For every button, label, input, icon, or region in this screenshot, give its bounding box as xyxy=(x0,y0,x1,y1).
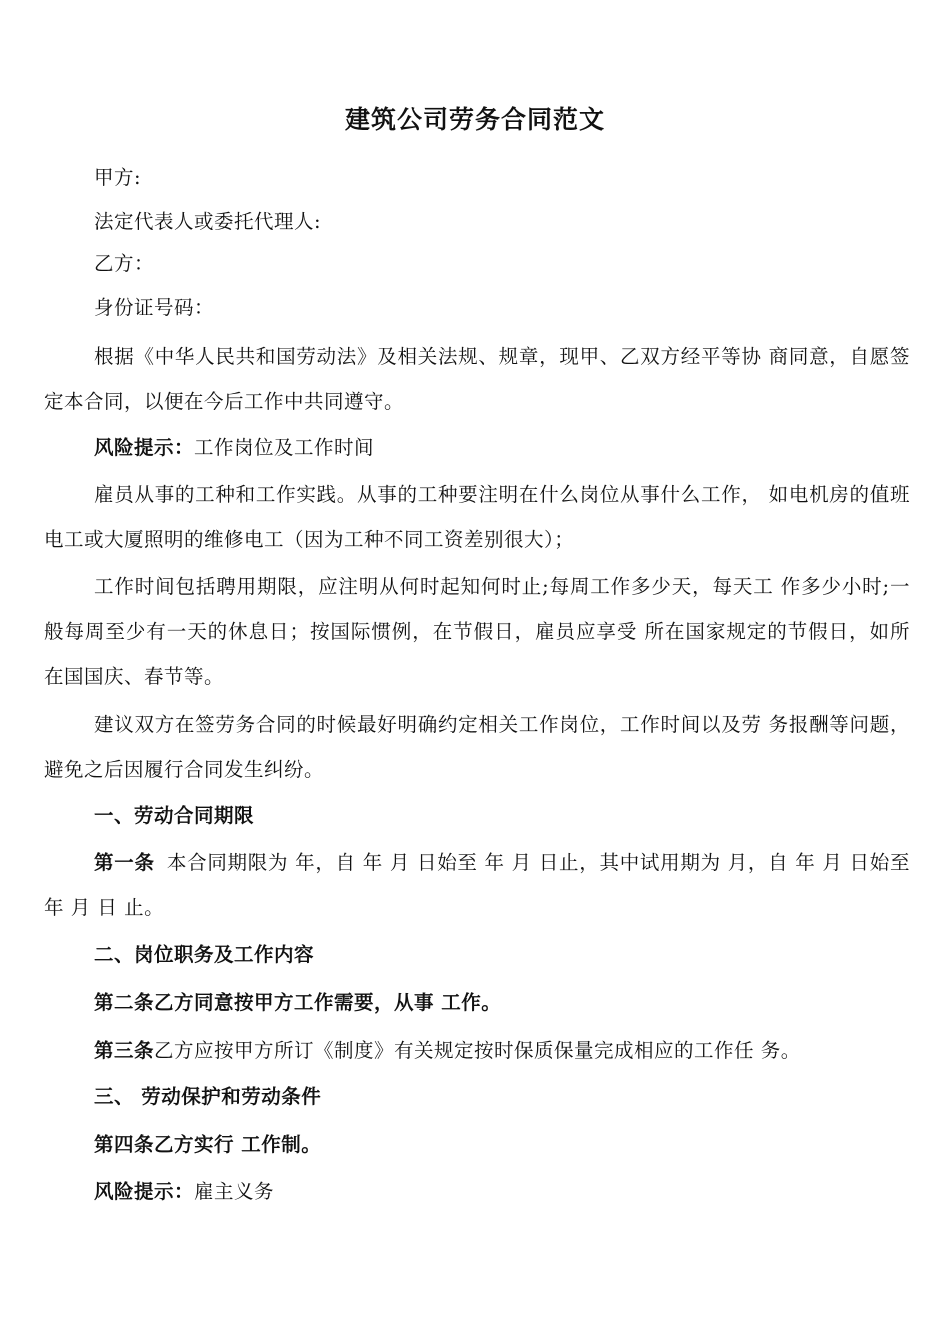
section-heading-1: 一、劳动合同期限 xyxy=(94,804,255,827)
article-1-label: 第一条 xyxy=(94,851,155,874)
id-number-line: 身份证号码： xyxy=(94,296,215,319)
article-2: 第二条乙方同意按甲方工作需要，从事 工作。 xyxy=(94,991,502,1014)
section-heading-3: 三、 劳动保护和劳动条件 xyxy=(94,1085,322,1108)
risk-note-2 xyxy=(44,1169,910,1214)
risk-note-label: 风险提示： xyxy=(94,1180,195,1203)
article-3-label: 第三条 xyxy=(94,1039,155,1062)
article-3 xyxy=(44,1028,910,1073)
risk-note-text: 工作岗位及工作时间 xyxy=(194,436,375,459)
risk-note-text: 雇主义务 xyxy=(194,1180,275,1203)
job-type-paragraph: 雇员从事的工种和工作实践。从事的工种要注明在什么岗位从事什么工作， 如电机房的值班电工或大厦照明的维修电工（因为工种不同工资差别很大）； xyxy=(44,483,910,551)
party-a-line: 甲方: xyxy=(94,166,142,189)
document-body xyxy=(44,155,910,1214)
party-b-line: 乙方： xyxy=(94,252,155,275)
article-4: 第四条乙方实行 工作制。 xyxy=(94,1133,322,1156)
section-heading-2: 二、岗位职务及工作内容 xyxy=(94,943,315,966)
legal-rep-line: 法定代表人或委托代理人: xyxy=(94,210,322,233)
article-1 xyxy=(44,840,910,930)
document-title: 建筑公司劳务合同范文 xyxy=(344,105,605,134)
risk-note-1 xyxy=(44,425,910,470)
risk-note-label: 风险提示： xyxy=(94,436,195,459)
article-1-text: 本合同期限为 年，自 年 月 日始至 年 月 日止，其中试用期为 月，自 年 月 日始至 年 月 日 止。 xyxy=(44,851,910,919)
article-3-text: 乙方应按甲方所订《制度》有关规定按时保质保量完成相应的工作任 务。 xyxy=(154,1039,801,1062)
work-time-paragraph: 工作时间包括聘用期限，应注明从何时起知何时止;每周工作多少天，每天工 作多少小时;一般每周至少有一天的休息日；按国际惯例，在节假日，雇员应享受 所在国家规定的节假日，如所在国国庆、春节等。 xyxy=(44,575,910,688)
advice-paragraph: 建议双方在签劳务合同的时候最好明确约定相关工作岗位，工作时间以及劳 务报酬等问题，避免之后因履行合同发生纠纷。 xyxy=(44,713,910,781)
intro-paragraph: 根据《中华人民共和国劳动法》及相关法规、规章，现甲、乙双方经平等协 商同意，自愿签定本合同，以便在今后工作中共同遵守。 xyxy=(44,345,910,413)
